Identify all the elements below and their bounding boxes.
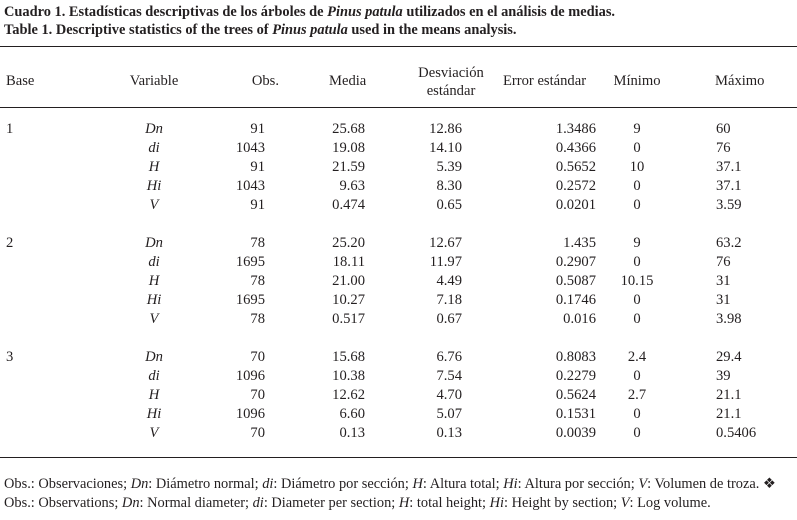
obs-cell: 70 — [250, 349, 265, 365]
minimo-cell: 0 — [633, 254, 641, 270]
desviacion-cell: 8.30 — [436, 178, 462, 194]
footnote-segment: H — [398, 495, 410, 511]
desviacion-cell: 12.86 — [429, 121, 462, 137]
header-obs: Obs. — [251, 73, 279, 89]
header-variable: Variable — [129, 73, 179, 89]
footnote-segment: Hi — [503, 476, 518, 492]
footnote-segment: : Diameter per section; — [263, 495, 399, 511]
table-top-rule — [0, 46, 797, 47]
desviacion-cell: 7.54 — [436, 368, 462, 384]
maximo-cell: 39 — [716, 368, 731, 384]
obs-cell: 1096 — [235, 368, 265, 384]
footnote-segment: Obs.: Observations; — [4, 495, 122, 511]
obs-cell: 78 — [250, 235, 265, 251]
media-cell: 21.59 — [332, 159, 365, 175]
variable-cell: Dn — [145, 235, 163, 251]
media-cell: 6.60 — [339, 406, 365, 422]
minimo-cell: 2.4 — [627, 349, 647, 365]
footnote-segment: : total height; — [409, 495, 490, 511]
obs-cell: 78 — [250, 311, 265, 327]
footnote-segment: di — [252, 495, 264, 511]
base-cell: 3 — [6, 349, 14, 365]
maximo-cell: 31 — [716, 273, 731, 289]
error-cell: 0.0039 — [555, 425, 596, 441]
header-error-estandar: Error estándar — [503, 73, 587, 89]
maximo-cell: 21.1 — [716, 387, 742, 403]
media-cell: 19.08 — [332, 140, 365, 156]
header-desviacion: Desviación — [418, 65, 484, 81]
minimo-cell: 0 — [633, 197, 641, 213]
obs-cell: 70 — [250, 425, 265, 441]
desviacion-cell: 14.10 — [429, 140, 462, 156]
caption-es-species: Pinus patula — [327, 4, 403, 20]
error-cell: 0.5087 — [555, 273, 596, 289]
obs-cell: 1043 — [235, 140, 265, 156]
desviacion-cell: 12.67 — [429, 235, 462, 251]
desviacion-cell: 5.39 — [436, 159, 462, 175]
footnote-segment: di — [262, 476, 274, 492]
maximo-cell: 31 — [716, 292, 731, 308]
maximo-cell: 60 — [716, 121, 731, 137]
footnote-segment: V — [620, 495, 630, 511]
variable-cell: V — [149, 311, 159, 327]
minimo-cell: 10.15 — [620, 273, 654, 289]
caption-spanish — [4, 4, 615, 21]
footnote-segment: : Altura total; — [422, 476, 504, 492]
minimo-cell: 0 — [633, 178, 641, 194]
table-bottom-rule — [0, 457, 797, 458]
maximo-cell: 63.2 — [716, 235, 742, 251]
desviacion-cell: 0.67 — [436, 311, 462, 327]
variable-cell: Dn — [145, 121, 163, 137]
error-cell: 0.5624 — [555, 387, 596, 403]
minimo-cell: 0 — [633, 368, 641, 384]
error-cell: 0.016 — [563, 311, 596, 327]
header-media: Media — [329, 73, 367, 89]
variable-cell: Hi — [146, 406, 162, 422]
minimo-cell: 0 — [633, 425, 641, 441]
minimo-cell: 0 — [633, 406, 641, 422]
desviacion-cell: 11.97 — [429, 254, 462, 270]
footnote-segment: H — [412, 476, 423, 492]
footnote-segment: ❖ — [762, 476, 776, 492]
footnote-segment: Dn — [130, 476, 149, 492]
variable-cell: Hi — [146, 178, 162, 194]
media-cell: 0.13 — [339, 425, 365, 441]
obs-cell: 1695 — [235, 292, 265, 308]
caption-en-suffix: used in the means analysis. — [347, 22, 517, 38]
footnote-spanish — [4, 476, 776, 493]
minimo-cell: 0 — [633, 311, 641, 327]
minimo-cell: 0 — [633, 292, 641, 308]
caption-en-prefix: Table 1. Descriptive statistics of the trees of — [4, 22, 273, 38]
header-minimo: Mínimo — [613, 73, 661, 89]
maximo-cell: 3.59 — [716, 197, 742, 213]
footnote-segment: : Height by section; — [504, 495, 621, 511]
maximo-cell: 76 — [716, 254, 731, 270]
obs-cell: 91 — [250, 197, 265, 213]
media-cell: 18.11 — [332, 254, 365, 270]
footnote-segment: : Diámetro normal; — [148, 476, 263, 492]
footnote-segment: : Diámetro por sección; — [273, 476, 413, 492]
header-base: Base — [6, 73, 35, 89]
minimo-cell: 9 — [633, 121, 641, 137]
obs-cell: 91 — [250, 121, 265, 137]
base-cell: 1 — [6, 121, 14, 137]
error-cell: 0.0201 — [555, 197, 596, 213]
media-cell: 0.474 — [332, 197, 365, 213]
desviacion-cell: 6.76 — [436, 349, 462, 365]
minimo-cell: 9 — [633, 235, 641, 251]
error-cell: 1.435 — [563, 235, 596, 251]
maximo-cell: 21.1 — [716, 406, 742, 422]
error-cell: 1.3486 — [555, 121, 596, 137]
variable-cell: Dn — [145, 349, 163, 365]
maximo-cell: 76 — [716, 140, 731, 156]
error-cell: 0.2572 — [555, 178, 596, 194]
media-cell: 9.63 — [339, 178, 365, 194]
footnote-segment: : Altura por sección; — [517, 476, 639, 492]
maximo-cell: 0.5406 — [716, 425, 757, 441]
minimo-cell: 2.7 — [627, 387, 647, 403]
footnote-segment: Dn — [121, 495, 140, 511]
obs-cell: 91 — [250, 159, 265, 175]
desviacion-cell: 0.65 — [436, 197, 462, 213]
maximo-cell: 29.4 — [716, 349, 742, 365]
error-cell: 0.4366 — [555, 140, 596, 156]
footnote-segment: : Log volume. — [629, 495, 711, 511]
header-estandar: estándar — [426, 83, 476, 99]
media-cell: 0.517 — [332, 311, 365, 327]
caption-english — [4, 22, 517, 39]
desviacion-cell: 5.07 — [436, 406, 462, 422]
variable-cell: H — [148, 273, 160, 289]
error-cell: 0.1531 — [555, 406, 596, 422]
caption-es-prefix: Cuadro 1. Estadísticas descriptivas de los árboles de — [4, 4, 328, 20]
media-cell: 25.20 — [332, 235, 365, 251]
desviacion-cell: 0.13 — [436, 425, 462, 441]
footnote-segment: : Volumen de troza. — [647, 476, 763, 492]
obs-cell: 70 — [250, 387, 265, 403]
maximo-cell: 3.98 — [716, 311, 742, 327]
obs-cell: 78 — [250, 273, 265, 289]
obs-cell: 1695 — [235, 254, 265, 270]
obs-cell: 1096 — [235, 406, 265, 422]
variable-cell: Hi — [146, 292, 162, 308]
minimo-cell: 0 — [633, 140, 641, 156]
maximo-cell: 37.1 — [716, 178, 742, 194]
variable-cell: H — [148, 159, 160, 175]
variable-cell: di — [148, 140, 160, 156]
variable-cell: V — [149, 197, 159, 213]
header-maximo: Máximo — [715, 73, 765, 89]
footnote-segment: : Normal diameter; — [139, 495, 253, 511]
footnote-segment: V — [638, 476, 648, 492]
footnote-english — [4, 495, 711, 512]
error-cell: 0.8083 — [555, 349, 596, 365]
variable-cell: di — [148, 254, 160, 270]
footnote-segment: Hi — [489, 495, 505, 511]
error-cell: 0.2279 — [555, 368, 596, 384]
minimo-cell: 10 — [629, 159, 645, 175]
media-cell: 10.27 — [332, 292, 365, 308]
desviacion-cell: 4.49 — [436, 273, 462, 289]
caption-es-suffix: utilizados en el análisis de medias. — [402, 4, 616, 20]
media-cell: 25.68 — [332, 121, 365, 137]
variable-cell: H — [148, 387, 160, 403]
media-cell: 21.00 — [332, 273, 365, 289]
desviacion-cell: 7.18 — [436, 292, 462, 308]
footnote-segment: Obs.: Observaciones; — [4, 476, 131, 492]
media-cell: 15.68 — [332, 349, 365, 365]
variable-cell: di — [148, 368, 160, 384]
variable-cell: V — [149, 425, 159, 441]
error-cell: 0.5652 — [555, 159, 596, 175]
error-cell: 0.2907 — [555, 254, 596, 270]
error-cell: 0.1746 — [555, 292, 596, 308]
media-cell: 12.62 — [332, 387, 365, 403]
base-cell: 2 — [6, 235, 14, 251]
desviacion-cell: 4.70 — [436, 387, 462, 403]
header-bottom-rule — [0, 107, 797, 108]
maximo-cell: 37.1 — [716, 159, 742, 175]
caption-en-species: Pinus patula — [272, 22, 348, 38]
obs-cell: 1043 — [235, 178, 265, 194]
media-cell: 10.38 — [332, 368, 365, 384]
